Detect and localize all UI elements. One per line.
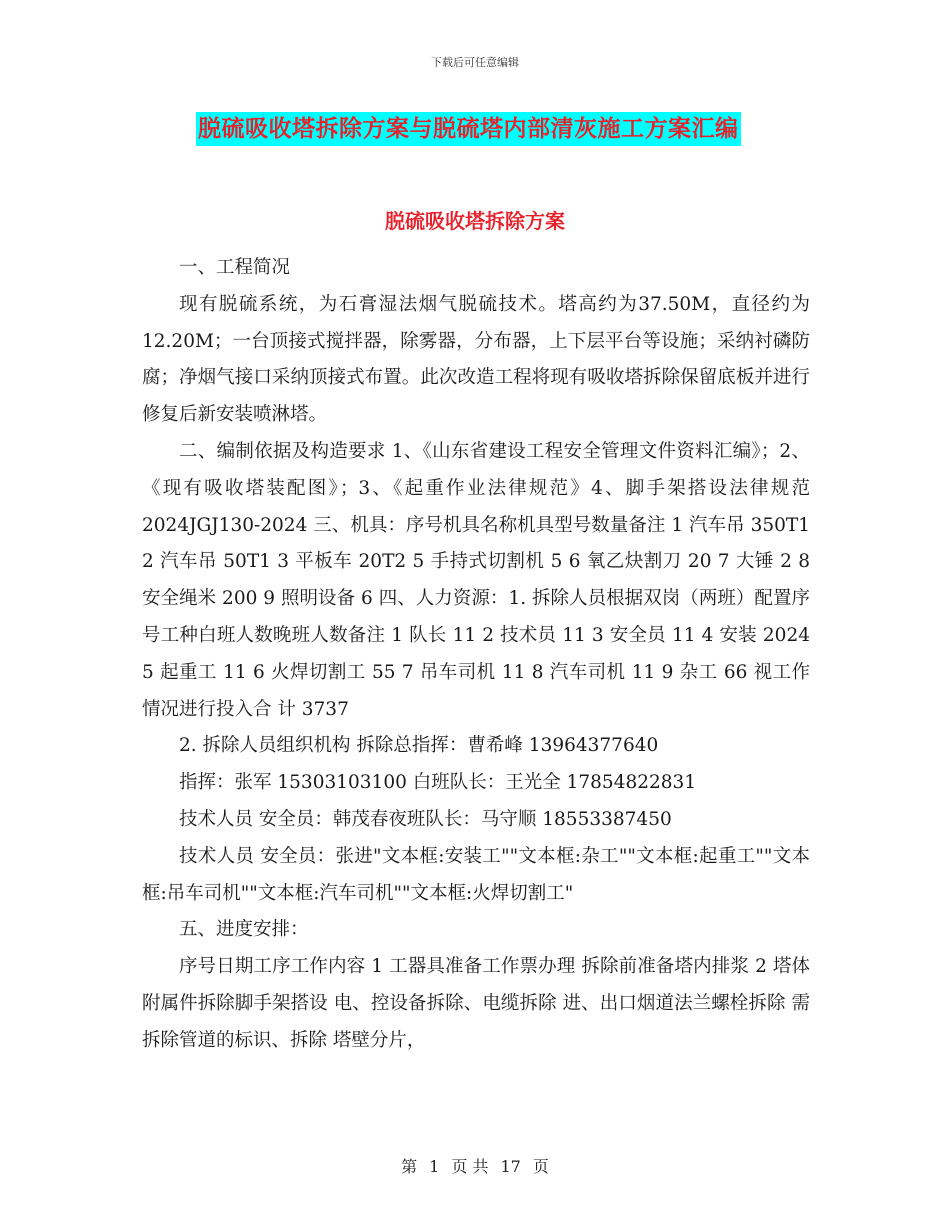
paragraph: 指挥：张军 15303103100 白班队长：王光全 17854822831 xyxy=(179,772,697,794)
document-title: 脱硫吸收塔拆除方案与脱硫塔内部清灰施工方案汇编 xyxy=(196,112,741,146)
paragraph: 技术人员 安全员：张进"文本框:安装工""文本框:杂工""文本框:起重工""文本框:吊车司机""文本框:汽车司机""文本框:火焊切割工" xyxy=(142,845,810,904)
page-number: 1 xyxy=(429,1157,440,1176)
paragraph-heading-5: 五、进度安排： xyxy=(179,919,309,941)
paragraph: 序号日期工序工作内容 1 工器具准备工作票办理 拆除前准备塔内排浆 2 塔体附属件拆除脚手架搭设 电、控设备拆除、电缆拆除 进、出口烟道法兰螺栓拆除 需拆除管道的标识、拆除 塔壁分片， xyxy=(142,956,810,1051)
page-footer xyxy=(0,1154,950,1177)
paragraph: 二、编制依据及构造要求 1、《山东省建设工程安全管理文件资料汇编》；2、《现有吸收塔装配图》；3、《起重作业法律规范》4、脚手架搭设法律规范 2024JGJ130-2024 三、机具：序号机具名称机具型号数量备注 1 汽车吊 350T1 2 汽车吊 50T1 3 平板车 20T2 5 手持式切割机 5 6 氧乙炔割刀 20 7 大锤 2 8 安全绳米 200 9 照明设备 6 四、人力资源：1. 拆除人员根据双岗（两班）配置序号工种白班人数晚班人数备注 1 队长 11 2 技术员 11 3 安全员 11 4 安装 2024 5 起重工 11 6 火焊切割工 55 7 吊车司机 11 8 汽车司机 11 9 杂工 66 视工作情况进行投入合 计 3737 xyxy=(142,440,810,720)
paragraph: 现有脱硫系统，为石膏湿法烟气脱硫技术。塔高约为37.50M，直径约为12.20M；一台顶接式搅拌器，除雾器，分布器，上下层平台等设施；采纳衬磷防腐；净烟气接口采纳顶接式布置。此次改造工程将现有吸收塔拆除保留底板并进行修复后新安装喷淋塔。 xyxy=(142,293,810,426)
paragraph: 2. 拆除人员组织机构 拆除总指挥：曹希峰 13964377640 xyxy=(179,735,659,757)
document-body xyxy=(142,250,810,1060)
section-title: 脱硫吸收塔拆除方案 xyxy=(385,209,565,233)
page-mid: 页 共 xyxy=(451,1157,489,1176)
page-total: 17 xyxy=(500,1157,521,1176)
header-note: 下载后可任意编辑 xyxy=(431,56,519,69)
paragraph-heading-1: 一、工程简况 xyxy=(179,257,291,278)
page-suffix: 页 xyxy=(532,1157,549,1176)
page-prefix: 第 xyxy=(401,1157,418,1176)
paragraph: 技术人员 安全员：韩茂春夜班队长：马守顺 18553387450 xyxy=(179,808,672,830)
